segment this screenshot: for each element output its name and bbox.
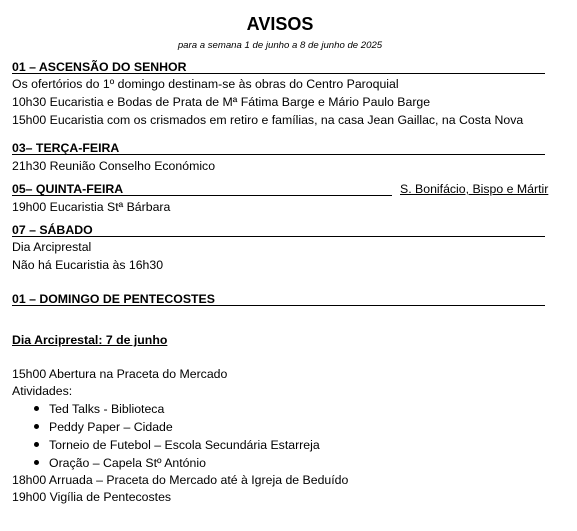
section-heading-pentecostes: 01 – DOMINGO DE PENTECOSTES — [12, 292, 215, 306]
page-subtitle: para a semana 1 de junho a 8 de junho de 2025 — [177, 40, 383, 51]
bullet-icon — [34, 460, 39, 465]
activity-list-item — [34, 438, 320, 452]
notice-line: 18h00 Arruada – Praceta do Mercado até à Igreja de Beduído — [12, 473, 349, 487]
notice-line: 15h00 Abertura na Praceta do Mercado — [12, 367, 228, 381]
activity-label: Peddy Paper – Cidade — [49, 420, 173, 434]
notice-line: 19h00 Vigília de Pentecostes — [12, 490, 172, 504]
heading-underline — [12, 154, 545, 155]
activity-label: Torneio de Futebol – Escola Secundária Estarreja — [49, 438, 320, 452]
notice-line: Os ofertórios do 1º domingo destinam-se às obras do Centro Paroquial — [12, 77, 399, 91]
section-heading-sabado: 07 – SÁBADO — [12, 223, 93, 237]
section-heading-terca: 03– TERÇA-FEIRA — [12, 141, 120, 155]
activity-list-item — [34, 456, 206, 470]
notice-line: 19h00 Eucaristia Stª Bárbara — [12, 200, 171, 214]
bullet-icon — [34, 442, 39, 447]
heading-underline — [12, 73, 545, 74]
bullet-icon — [34, 424, 39, 429]
saint-day-note: S. Bonifácio, Bispo e Mártir — [400, 182, 549, 196]
activity-label: Oração – Capela Stº António — [49, 456, 206, 470]
activity-label: Ted Talks - Biblioteca — [49, 402, 165, 416]
bullet-icon — [34, 406, 39, 411]
activity-list-item — [34, 402, 164, 416]
arciprestal-heading: Dia Arciprestal: 7 de junho — [12, 333, 168, 347]
notice-line: 10h30 Eucaristia e Bodas de Prata de Mª Fátima Barge e Mário Paulo Barge — [12, 95, 431, 109]
notice-line: Dia Arciprestal — [12, 240, 92, 254]
section-heading-quinta: 05– QUINTA-FEIRA — [12, 182, 124, 196]
activities-label: Atividades: — [12, 384, 73, 398]
activity-list-item — [34, 420, 173, 434]
heading-underline — [12, 236, 545, 237]
heading-underline — [12, 195, 392, 196]
notice-line: Não há Eucaristia às 16h30 — [12, 258, 164, 272]
notice-line: 15h00 Eucaristia com os crismados em retiro e famílias, na casa Jean Gaillac, na Costa Nova — [12, 113, 524, 127]
heading-underline — [12, 305, 545, 306]
notice-line: 21h30 Reunião Conselho Económico — [12, 159, 216, 173]
section-heading-ascensao: 01 – ASCENSÃO DO SENHOR — [12, 60, 187, 74]
page-title: AVISOS — [246, 14, 314, 34]
